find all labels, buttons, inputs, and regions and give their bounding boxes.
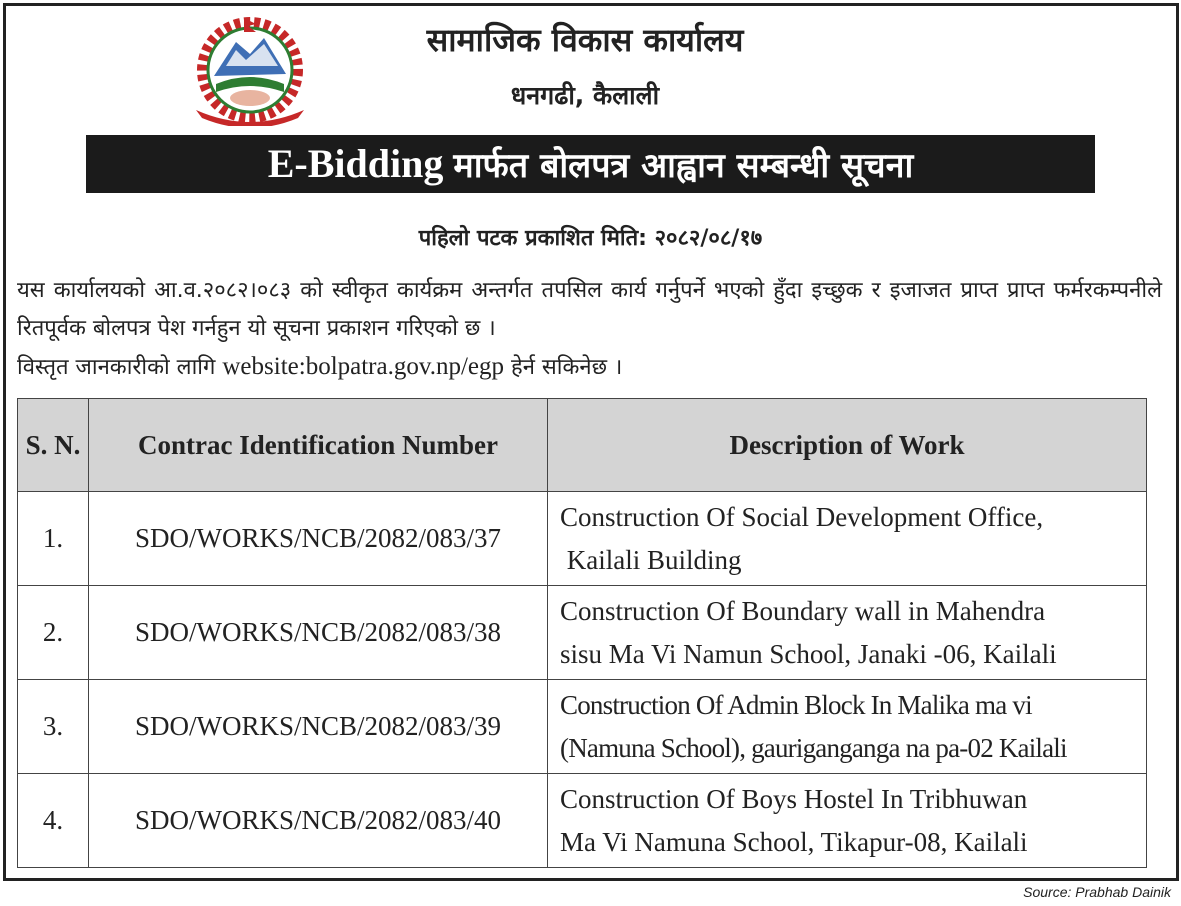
row-description <box>548 492 1147 586</box>
table-row <box>18 586 1147 680</box>
row-contract-id: SDO/WORKS/NCB/2082/083/39 <box>89 680 548 774</box>
row-sn: 3. <box>18 680 89 774</box>
table-header-row <box>18 399 1147 492</box>
desc-line2: sisu Ma Vi Namun School, Janaki -06, Kailali <box>560 638 1057 669</box>
row-sn: 4. <box>18 774 89 868</box>
header-contract-id: Contrac Identification Number <box>89 399 548 492</box>
row-description <box>548 774 1147 868</box>
desc-line2: Ma Vi Namuna School, Tikapur-08, Kailali <box>560 826 1028 857</box>
desc-line1: Construction Of Boys Hostel In Tribhuwan <box>560 783 1028 814</box>
row-description <box>548 680 1147 774</box>
banner-ebidding: E-Bidding <box>267 141 444 186</box>
row-sn: 2. <box>18 586 89 680</box>
table-row <box>18 680 1147 774</box>
table-row <box>18 492 1147 586</box>
row-contract-id: SDO/WORKS/NCB/2082/083/37 <box>89 492 548 586</box>
website-link[interactable]: website:bolpatra.gov.np/egp <box>222 353 505 380</box>
desc-line2: Kailali Building <box>566 544 742 575</box>
notice-title-banner <box>86 135 1095 193</box>
nepal-emblem-logo <box>186 14 314 126</box>
header-sn: S. N. <box>18 399 89 492</box>
office-location: धनगढी, कैलाली <box>510 81 660 110</box>
row-sn: 1. <box>18 492 89 586</box>
office-name: सामाजिक विकास कार्यालय <box>426 21 744 59</box>
body-more-info: विस्तृत जानकारीको लागि <box>17 355 216 380</box>
desc-line1: Construction Of Admin Block In Malika ma vi <box>560 689 1032 720</box>
row-contract-id: SDO/WORKS/NCB/2082/083/40 <box>89 774 548 868</box>
body-more-info-end: हेर्न सकिनेछ । <box>511 355 623 380</box>
row-description <box>548 586 1147 680</box>
table-row <box>18 774 1147 868</box>
notice-body <box>17 272 1162 387</box>
header-description: Description of Work <box>548 399 1147 492</box>
body-paragraph: यस कार्यालयको आ.व.२०८२।०८३ को स्वीकृत कार्यक्रम अन्तर्गत तपसिल कार्य गर्नुपर्ने भएको हुँदा इच्छुक र इजाजत प्राप्त प्राप्त फर्मरकम्पनीले रितपूर्वक बोलपत्र पेश गर्नहुन यो सूचना प्रकाशन गरिएको छ । <box>17 278 1162 341</box>
desc-line2: (Namuna School), gauriganganga na pa-02 Kailali <box>560 732 1067 763</box>
first-published-date: पहिलो पटक प्रकाशित मिति: २०८२/०८/१७ <box>418 226 763 251</box>
desc-line1: Construction Of Boundary wall in Mahendra <box>560 595 1046 626</box>
source-credit: Source: Prabhab Dainik <box>1023 884 1171 900</box>
banner-title: मार्फत बोलपत्र आह्वान सम्बन्धी सूचना <box>453 146 914 186</box>
desc-line1: Construction Of Social Development Office, <box>560 501 1044 532</box>
bids-table <box>17 398 1147 868</box>
row-contract-id: SDO/WORKS/NCB/2082/083/38 <box>89 586 548 680</box>
